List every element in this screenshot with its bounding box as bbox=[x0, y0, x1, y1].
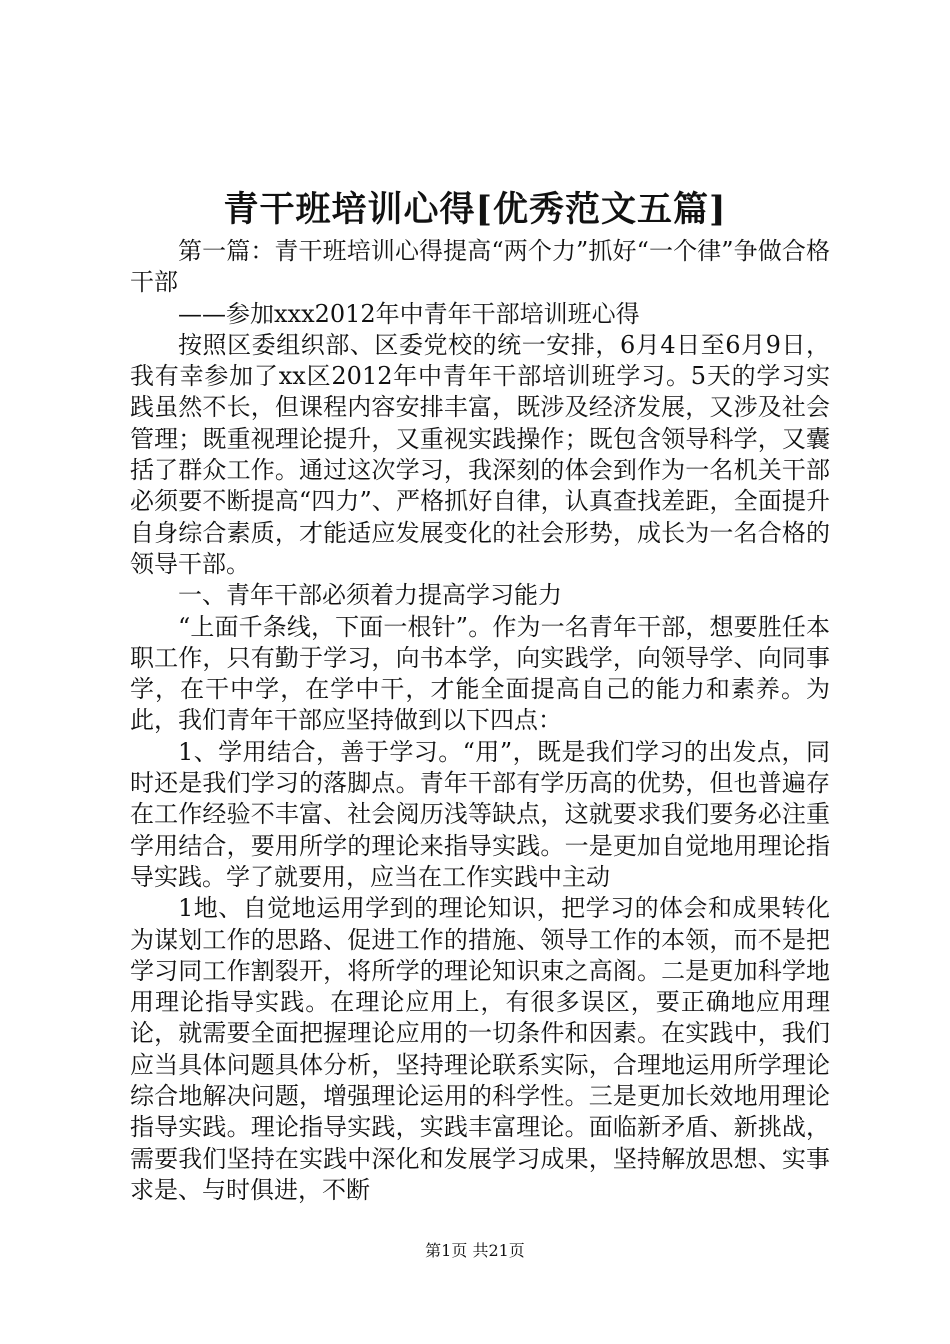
document-body bbox=[130, 236, 830, 1206]
paragraph-section-heading: 一、青年干部必须着力提高学习能力 bbox=[178, 581, 562, 610]
paragraph-heading: 第一篇：青干班培训心得提高“两个力”抓好“一个律”争做合格干部 bbox=[130, 237, 830, 297]
paragraph-body: “上面千条线，下面一根针”。作为一名青年干部，想要胜任本职工作，只有勤于学习，向书本学，向实践学，向领导学、向同事学，在干中学，在学中干，才能全面提高自己的能力和素养。为此，我们青年干部应坚持做到以下四点： bbox=[130, 612, 830, 735]
page-footer: 第1页 共21页 bbox=[425, 1241, 525, 1260]
document-title: 青干班培训心得[优秀范文五篇] bbox=[223, 189, 727, 230]
paragraph-intro: 按照区委组织部、区委党校的统一安排，6月4日至6月9日，我有幸参加了xx区2012年中青年干部培训班学习。5天的学习实践虽然不长，但课程内容安排丰富，既涉及经济发展，又涉及社会管理；既重视理论提升，又重视实践操作；既包含领导科学，又囊括了群众工作。通过这次学习，我深刻的体会到作为一名机关干部必须要不断提高“四力”、严格抓好自律，认真查找差距，全面提升自身综合素质，才能适应发展变化的社会形势，成长为一名合格的领导干部。 bbox=[130, 330, 830, 578]
paragraph-subtitle: ——参加xxx2012年中青年干部培训班心得 bbox=[178, 299, 640, 328]
paragraph-body: 1、学用结合，善于学习。“用”，既是我们学习的出发点，同时还是我们学习的落脚点。青年干部有学历高的优势，但也普遍存在工作经验不丰富、社会阅历浅等缺点，这就要求我们要务必注重学用结合，要用所学的理论来指导实践。一是更加自觉地用理论指导实践。学了就要用，应当在工作实践中主动 bbox=[130, 737, 830, 891]
paragraph-body: 1地、自觉地运用学到的理论知识，把学习的体会和成果转化为谋划工作的思路、促进工作的措施、领导工作的本领，而不是把学习同工作割裂开，将所学的理论知识束之高阁。二是更加科学地用理论指导实践。在理论应用上，有很多误区，要正确地应用理论，就需要全面把握理论应用的一切条件和因素。在实践中，我们应当具体问题具体分析，坚持理论联系实际，合理地运用所学理论综合地解决问题，增强理论运用的科学性。三是更加长效地用理论指导实践。理论指导实践，实践丰富理论。面临新矛盾、新挑战，需要我们坚持在实践中深化和发展学习成果，坚持解放思想、实事求是、与时俱进，不断 bbox=[130, 894, 830, 1204]
